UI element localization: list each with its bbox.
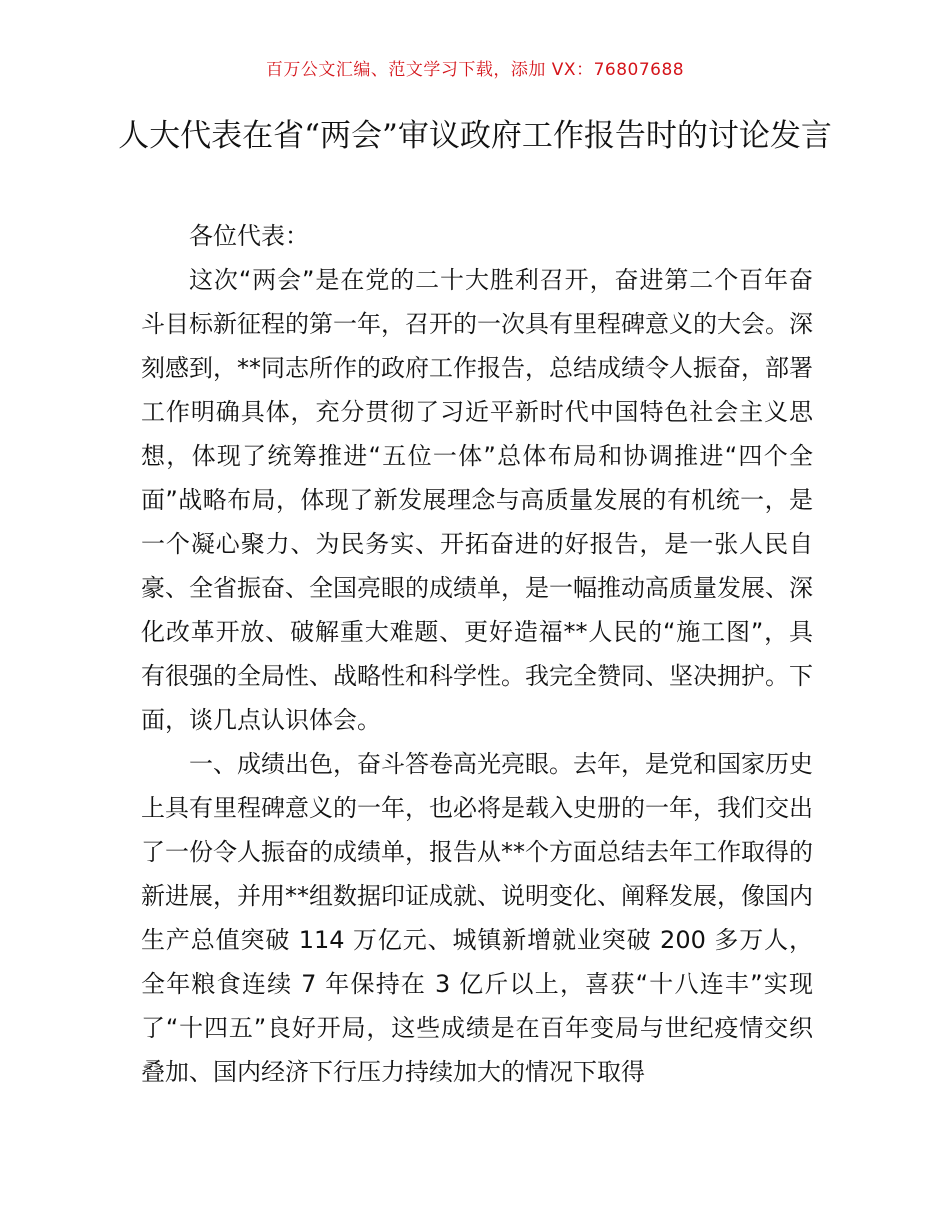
document-body [141,214,813,1094]
salutation: 各位代表： [189,222,309,250]
document-title: 人大代表在省“两会”审议政府工作报告时的讨论发言 [118,118,832,154]
header-notice: 百万公文汇编、范文学习下载，添加 VX：76807688 [265,60,685,80]
paragraph-section-one: 一、成绩出色，奋斗答卷高光亮眼。去年，是党和国家历史上具有里程碑意义的一年，也必将是载入史册的一年，我们交出了一份令人振奋的成绩单，报告从**个方面总结去年工作取得的新进展，并用**组数据印证成就、说明变化、阐释发展，像国内生产总值突破 114 万亿元、城镇新增就业突破 200 多万人，全年粮食连续 7 年保持在 3 亿斤以上，喜获“十八连丰”实现了“十四五”良好开局，这些成绩是在百年变局与世纪疫情交织叠加、国内经济下行压力持续加大的情况下取得 [141,750,813,1086]
paragraph-intro: 这次“两会”是在党的二十大胜利召开，奋进第二个百年奋斗目标新征程的第一年，召开的一次具有里程碑意义的大会。深刻感到，**同志所作的政府工作报告，总结成绩令人振奋，部署工作明确具体，充分贯彻了习近平新时代中国特色社会主义思想，体现了统筹推进“五位一体”总体布局和协调推进“四个全面”战略布局，体现了新发展理念与高质量发展的有机统一，是一个凝心聚力、为民务实、开拓奋进的好报告，是一张人民自豪、全省振奋、全国亮眼的成绩单，是一幅推动高质量发展、深化改革开放、破解重大难题、更好造福**人民的“施工图”，具有很强的全局性、战略性和科学性。我完全赞同、坚决拥护。下面，谈几点认识体会。 [141,266,813,734]
